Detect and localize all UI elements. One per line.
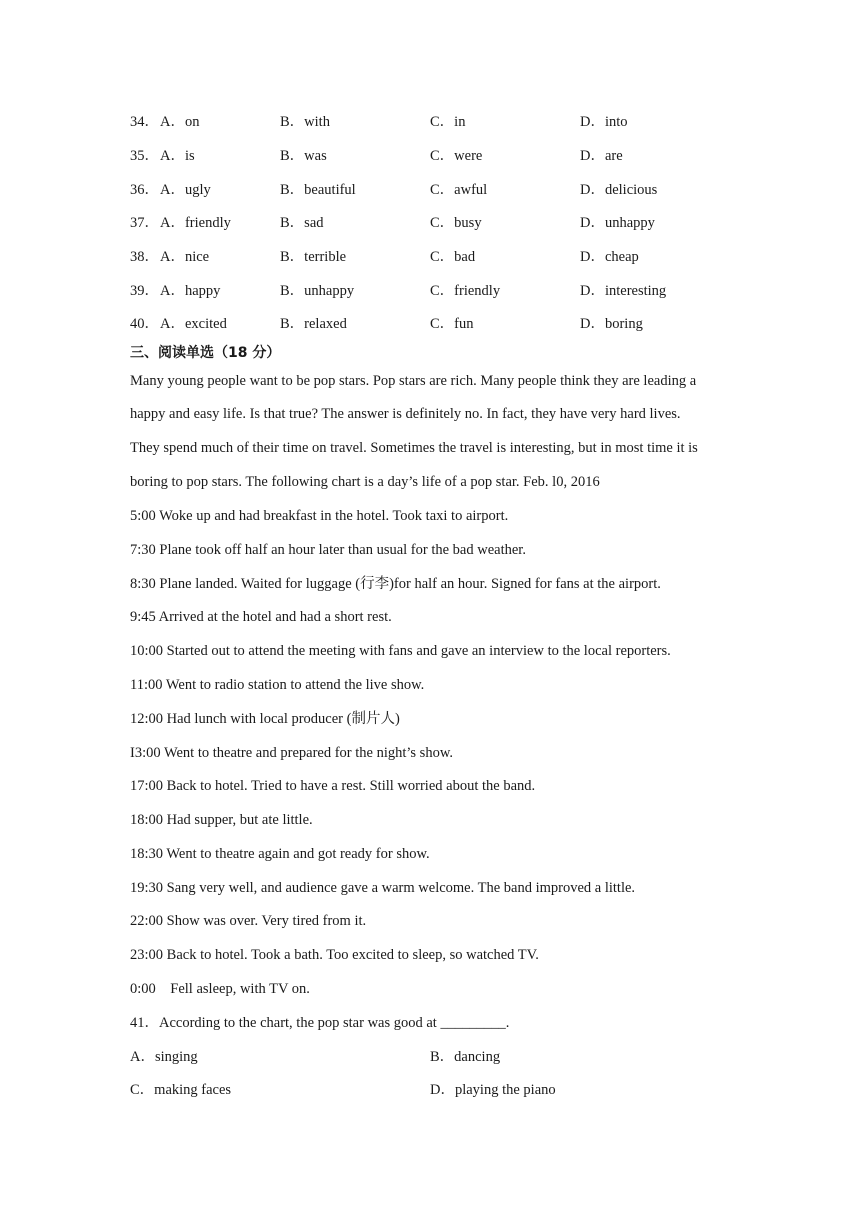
option-d: D．boring bbox=[580, 316, 643, 332]
question-41-option-b: B．dancing bbox=[430, 1049, 501, 1065]
option-d: D．cheap bbox=[580, 249, 639, 265]
option-a: A．on bbox=[160, 114, 200, 130]
option-a: A．ugly bbox=[160, 182, 211, 198]
schedule-entry: 17:00 Back to hotel. Tried to have a rest. Still worried about the band. bbox=[130, 778, 536, 794]
option-d: D．delicious bbox=[580, 182, 658, 198]
schedule-entry: 7:30 Plane took off half an hour later than usual for the bad weather. bbox=[130, 542, 526, 558]
option-d: D．are bbox=[580, 148, 623, 164]
option-b: B．was bbox=[280, 148, 327, 164]
passage-line: They spend much of their time on travel. Sometimes the travel is interesting, but in most time it is bbox=[130, 440, 698, 456]
schedule-entry: 22:00 Show was over. Very tired from it. bbox=[130, 913, 367, 929]
option-c: C．busy bbox=[430, 215, 482, 231]
option-c: C．awful bbox=[430, 182, 488, 198]
question-number: 39． bbox=[130, 283, 159, 299]
passage-line: happy and easy life. Is that true? The answer is definitely no. In fact, they have very hard lives. bbox=[130, 406, 681, 422]
question-41-option-c: C．making faces bbox=[130, 1082, 232, 1098]
schedule-entry: 10:00 Started out to attend the meeting with fans and gave an interview to the local reporters. bbox=[130, 643, 671, 659]
option-c: C．fun bbox=[430, 316, 474, 332]
option-c: C．bad bbox=[430, 249, 476, 265]
question-41-stem: 41．According to the chart, the pop star was good at _________. bbox=[130, 1015, 510, 1031]
passage-line: Many young people want to be pop stars. Pop stars are rich. Many people think they are leading a bbox=[130, 373, 697, 389]
question-41-option-a: A．singing bbox=[130, 1049, 198, 1065]
passage-line: boring to pop stars. The following chart is a day’s life of a pop star. Feb. l0, 2016 bbox=[130, 474, 600, 490]
schedule-entry: 23:00 Back to hotel. Took a bath. Too excited to sleep, so watched TV. bbox=[130, 947, 539, 963]
option-c: C．in bbox=[430, 114, 466, 130]
schedule-entry: I3:00 Went to theatre and prepared for the night’s show. bbox=[130, 745, 453, 761]
option-d: D．into bbox=[580, 114, 628, 130]
option-b: B．relaxed bbox=[280, 316, 347, 332]
question-number: 34． bbox=[130, 114, 159, 130]
schedule-entry: 18:00 Had supper, but ate little. bbox=[130, 812, 313, 828]
schedule-entry: 18:30 Went to theatre again and got ready for show. bbox=[130, 846, 430, 862]
schedule-entry: 9:45 Arrived at the hotel and had a short rest. bbox=[130, 609, 392, 625]
option-b: B．sad bbox=[280, 215, 324, 231]
option-a: A．happy bbox=[160, 283, 221, 299]
option-d: D．unhappy bbox=[580, 215, 655, 231]
schedule-entry: 12:00 Had lunch with local producer (制片人) bbox=[130, 711, 400, 727]
schedule-entry: 19:30 Sang very well, and audience gave a warm welcome. The band improved a little. bbox=[130, 880, 636, 896]
option-b: B．terrible bbox=[280, 249, 347, 265]
schedule-entry: 5:00 Woke up and had breakfast in the hotel. Took taxi to airport. bbox=[130, 508, 509, 524]
option-a: A．is bbox=[160, 148, 195, 164]
option-a: A．excited bbox=[160, 316, 227, 332]
option-c: C．friendly bbox=[430, 283, 501, 299]
question-number: 38． bbox=[130, 249, 159, 265]
question-41-option-d: D．playing the piano bbox=[430, 1082, 556, 1098]
question-number: 37． bbox=[130, 215, 159, 231]
question-number: 40． bbox=[130, 316, 159, 332]
option-d: D．interesting bbox=[580, 283, 667, 299]
section-heading: 三、阅读单选（18 分） bbox=[130, 345, 281, 361]
question-number: 36． bbox=[130, 182, 159, 198]
option-c: C．were bbox=[430, 148, 483, 164]
schedule-entry: 11:00 Went to radio station to attend the live show. bbox=[130, 677, 425, 693]
option-a: A．nice bbox=[160, 249, 210, 265]
schedule-entry: 0:00 Fell asleep, with TV on. bbox=[130, 981, 310, 997]
option-b: B．beautiful bbox=[280, 182, 356, 198]
schedule-entry: 8:30 Plane landed. Waited for luggage (行李)for half an hour. Signed for fans at the airport. bbox=[130, 576, 661, 592]
question-number: 35． bbox=[130, 148, 159, 164]
option-b: B．unhappy bbox=[280, 283, 355, 299]
option-a: A．friendly bbox=[160, 215, 231, 231]
option-b: B．with bbox=[280, 114, 330, 130]
